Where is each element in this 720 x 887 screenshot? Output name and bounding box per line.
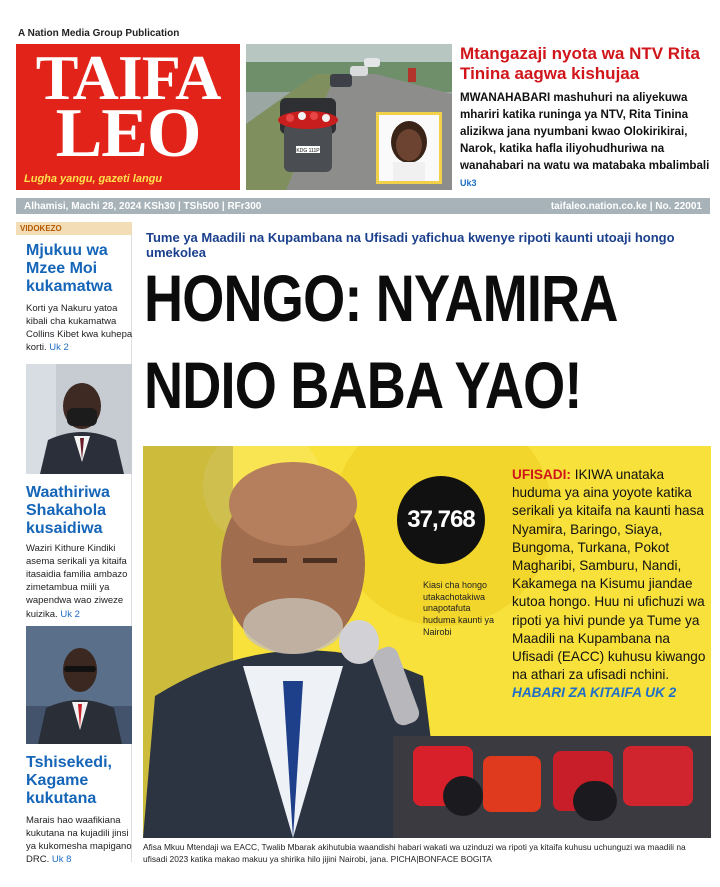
teaser-body [460,90,712,192]
sidebar-item-3-text: Marais hao waafikiana kukutana na kujadili jinsi ya kukomesha mapigano DRC. [26,815,132,866]
sidebar-item-2-body [26,542,134,621]
collins-kibet-illustration [26,364,132,474]
main-headline-line2[interactable]: NDIO BABA YAO! [144,348,582,422]
dateline-date-price: Alhamisi, Machi 28, 2024 KSh30 | TSh500 | RFr300 [24,200,262,212]
sidebar-item-1-text: Korti ya Nakuru yatoa kibali cha kukamatwa Collins Kibet kwa kuhepa korti. [26,303,133,354]
main-kicker: Tume ya Maadili na Kupambana na Ufisadi yafichua kwenye ripoti kaunti utoaji hongo umekolea [146,230,675,260]
teaser-headline[interactable]: Mtangazaji nyota wa NTV Rita Tinina aagwa kishujaa [460,44,700,84]
funeral-convoy-photo[interactable] [246,44,452,190]
story-continue-link[interactable]: HABARI ZA KITAIFA UK 2 [512,685,677,701]
photo-credit: PICHA|BONFACE BOGITA [390,853,492,864]
publisher-line: A Nation Media Group Publication [18,28,180,39]
sidebar-item-2-text: Waziri Kithure Kindiki asema serikali ya kitaifa itasaidia familia ambazo zimetambua miili ya wapendwa wao ziweze kuizika. [26,543,128,620]
story-body-text: IKIWA unataka huduma ya aina yoyote katika serikali ya kitaifa na kaunti hasa Nyamira, Baringo, Siaya, Bungoma, Turkana, Pokot Magharibi, Samburu, Nandi, Kakamega na Kisumu jiandae kutoa hongo. Huu ni ufichuzi wa ripoti ya hivi punde ya Tume ya Maadili na Kupambana na Ufisadi (EACC) kuhusu kiwango na athari za ufisadi nchini. [512,467,706,683]
sidebar-tag: VIDOKEZO [16,222,132,235]
bribe-stat-circle: 37,768 [397,476,485,564]
main-headline-line1[interactable]: HONGO: NYAMIRA [144,261,618,335]
sidebar-item-1-body [26,302,134,354]
car-plate: KDG 111P [296,148,320,154]
story-lead-label: UFISADI: [512,467,571,482]
sidebar-item-2-headline[interactable]: Waathiriwa Shakahola kusaidiwa [26,484,110,538]
kagame-illustration [26,626,132,744]
sidebar-item-3-headline[interactable]: Tshisekedi, Kagame kukutana [26,754,112,808]
sidebar-item-1-headline[interactable]: Mjukuu wa Mzee Moi kukamatwa [26,242,113,296]
collins-kibet-photo[interactable] [26,364,132,474]
sidebar-item-1-page-ref[interactable]: Uk 2 [49,342,69,354]
kagame-photo[interactable] [26,626,132,744]
dateline-bar [16,198,710,214]
masthead-logo[interactable] [16,44,240,190]
photo-caption-text: Afisa Mkuu Mtendaji wa EACC, Twalib Mbarak akihutubia waandishi habari wakati wa uzinduzi wa ripoti ya kitaifa kuhusu uchunguzi wa maadili na ufisadi 2023 katika makao makuu ya shirika hilo jijini Nairobi, jana. [143,842,686,864]
teaser-page-ref[interactable]: Uk3 [460,177,477,188]
masthead-name-line2: LEO [55,95,201,172]
funeral-convoy-illustration [246,44,452,190]
sidebar-vidokezo [16,222,133,866]
sidebar-item-3-body [26,814,134,866]
main-story-body [512,466,708,703]
sidebar-item-2-page-ref[interactable]: Uk 2 [60,608,80,620]
dateline-site-issue: taifaleo.nation.co.ke | No. 22001 [550,200,702,212]
masthead-motto: Lugha yangu, gazeti langu [24,173,163,185]
main-photo-caption [143,842,711,865]
sidebar-item-3-page-ref[interactable]: Uk 8 [51,854,72,866]
masthead-name-line1: TAIFA [35,44,221,113]
bribe-stat-caption: Kiasi cha hongo utakachotakiwa unapotafuta huduma kaunti ya Nairobi [423,580,495,637]
teaser-body-text: MWANAHABARI mashuhuri na aliyekuwa mhariri katika runinga ya NTV, Rita Tinina alizikwa jana nyumbani kwao Olokirikirai, Narok, katika hafla iliyohudhuriwa na wanahabari na watu wa matabaka mbalimbali [460,91,710,172]
